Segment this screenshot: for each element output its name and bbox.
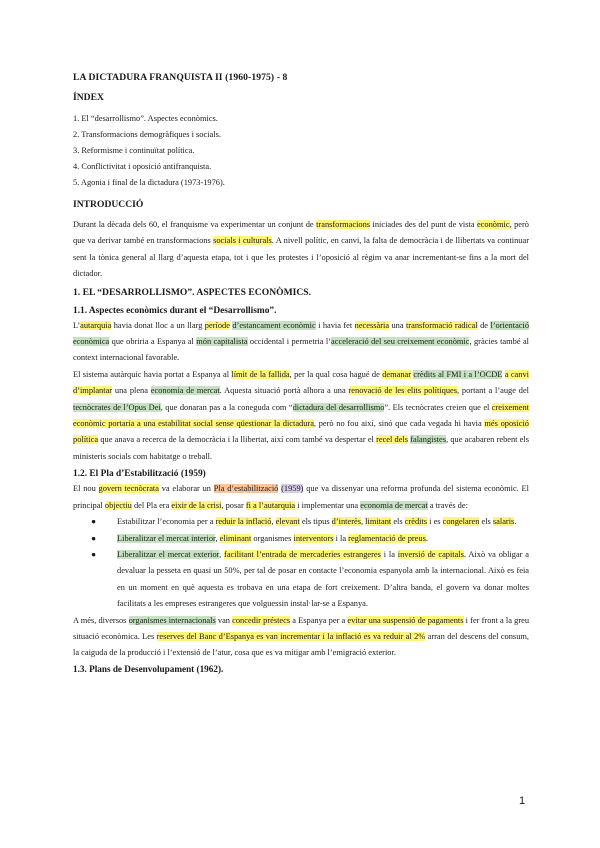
text-run: una plena	[112, 386, 151, 396]
highlighted-text: limitant	[365, 517, 392, 527]
text-run: , gràcies també al context internacional favorable.	[73, 337, 529, 363]
highlighted-text: Pla d’estabilització	[213, 484, 279, 494]
text-run: els	[391, 517, 405, 527]
highlighted-text: (1959)	[281, 484, 304, 494]
highlighted-text: Liberalitzar el mercat exterior	[117, 549, 220, 559]
highlighted-text: necessària	[354, 320, 390, 330]
highlighted-text: recel dels	[376, 435, 409, 445]
text-run: van	[215, 615, 233, 625]
highlighted-text: econòmic	[477, 220, 510, 229]
highlighted-text: interventors	[293, 533, 334, 543]
text-run: El nou	[73, 484, 99, 494]
index-item: 1. El “desarrollismo”. Aspectes econòmics.	[73, 114, 218, 123]
text-run: El sistema autàrquic havia portat a Espanya al	[73, 369, 232, 379]
text-run: de	[477, 320, 491, 330]
text-run: , posar	[221, 500, 246, 510]
text-run: .	[514, 517, 517, 527]
highlighted-text: reduir la inflació	[215, 517, 272, 527]
text-run: del Pla era	[131, 500, 172, 510]
highlighted-text: socials i culturals	[213, 236, 272, 246]
index-heading: ÍNDEX	[73, 92, 104, 103]
intro-heading: INTRODUCCIÓ	[73, 199, 144, 210]
index-item: 2. Transformacions demogràfiques i socials.	[73, 130, 221, 139]
bullet-icon: ●	[91, 549, 97, 559]
highlighted-text: autarquia	[80, 320, 112, 330]
text-run: els	[479, 517, 493, 527]
text-run: Estabilitzar l’economia per a	[117, 517, 216, 527]
section-1-2-heading: 1.2. El Pla d’Estabilització (1959)	[73, 469, 206, 480]
highlighted-text: dictadura del desarrollismo	[292, 402, 385, 412]
text-run: arran del descens del consum, la caiguda de la producció i l’extensió de l’atur, cosa que es va mitigar amb l’emigració exterior.	[73, 631, 529, 658]
highlighted-text: elevant	[275, 517, 300, 527]
text-run: .	[425, 533, 428, 543]
highlighted-text: objectiu	[104, 500, 132, 510]
bullet-text	[117, 534, 428, 543]
text-run: i la	[380, 549, 398, 559]
bullet-icon: ●	[91, 517, 97, 527]
text-run: , portant a l’auge del	[457, 386, 529, 396]
text-run: els tipus	[299, 517, 332, 527]
highlighted-text: acceleració del seu creixement econòmic	[331, 337, 470, 347]
highlighted-text: evitar una suspensió de pagaments	[347, 615, 464, 625]
highlighted-text: d’estancament econòmic	[232, 320, 316, 330]
bullet-icon: ●	[91, 533, 97, 543]
text-run: Durant la dècada dels 60, el franquisme va experimentar un conjunt de	[73, 220, 317, 229]
highlighted-text: reserves del Banc d’Espanya es van incrementar i la inflació es va reduir al 2%	[156, 631, 426, 641]
text-run: una	[389, 320, 406, 330]
bullet-item	[91, 514, 529, 530]
section-1-2-paragraph-2	[73, 613, 529, 662]
text-run: ,	[271, 517, 276, 527]
text-run: havia donat lloc a un llarg	[111, 320, 205, 330]
bullet-list	[73, 514, 529, 612]
bullet-text	[117, 517, 516, 526]
text-run: va elaborar un	[158, 484, 214, 494]
text-run: occidental i permetria l’	[247, 337, 332, 347]
highlighted-text: salaris	[492, 517, 515, 527]
page-number: 1	[519, 795, 526, 807]
text-run: i fer front a la greu situació econòmica. Les	[73, 615, 530, 641]
text-run: , per la qual cosa hagué de	[289, 369, 383, 379]
bullet-item	[91, 531, 529, 547]
text-run: que obriria a Espanya al	[109, 337, 197, 347]
highlighted-text: govern tecnòcrata	[98, 484, 159, 494]
text-run: , però que va derivar també en transformacions	[73, 220, 529, 246]
text-run: ,	[215, 533, 220, 543]
text-run: . A nivell polític, en canvi, la falta de democràcia i de llibertats va continuar sent la tònica general al llarg d’aquesta etapa, tot i que les protestes i l’oposició al règim va anar incrementant-se fins a la mort del dictador.	[73, 236, 529, 279]
index-item: 3. Reformisme i continuïtat política.	[73, 146, 195, 155]
section-1-1-paragraph-2	[73, 367, 529, 465]
highlighted-text: Liberalitzar el mercat interior	[117, 533, 216, 543]
highlighted-text: més oposició política	[73, 419, 529, 445]
text-run: L’	[73, 320, 81, 330]
text-run: . Aquesta situació portà alhora a una	[219, 386, 349, 396]
highlighted-text: renovació de les elits polítiques	[348, 386, 458, 396]
text-run: ”. Els tecnòcrates creien que el	[384, 402, 492, 412]
text-run: que va dissenyar una reforma profunda del sistema econòmic. El principal	[73, 484, 529, 510]
section-1-heading: 1. EL “DESARROLLISMO”. ASPECTES ECONÒMICS.	[73, 286, 312, 298]
index-item: 4. Conflictivitat i oposició antifranquista.	[73, 162, 212, 171]
highlighted-text: reglamentació de preus	[348, 533, 426, 543]
highlighted-text: eliminant	[219, 533, 252, 543]
highlighted-text: inversió de capitals	[397, 549, 464, 559]
highlighted-text: creixement econòmic portaria a una estabilitat social sense qüestionar la dictadura	[73, 402, 529, 429]
text-run: . Això va obligar a devaluar la pesseta en quasi un 50%, per tal de posar en contacte l’economia espanyola amb la internacional. Això es feia en un moment en què aquesta es trobava en una etapa de fort creixement. D’altra banda, el govern va donar moltes facilitats a les empreses estrangeres que volguessin instal·lar-se a Espanya.	[117, 549, 530, 609]
bullet-item	[91, 547, 530, 613]
text-run: , que donaran pas a la coneguda com “	[160, 402, 293, 412]
section-1-1-paragraph-1	[73, 318, 529, 367]
highlighted-text: concedir préstecs	[232, 615, 291, 625]
highlighted-text: economia de mercat	[360, 500, 428, 510]
text-run: que anava a recerca de la democràcia i la llibertat, així com també va despertar el	[98, 435, 377, 445]
intro-paragraph	[73, 217, 529, 283]
highlighted-text: món capitalista	[196, 337, 248, 347]
document-page	[73, 72, 529, 674]
section-1-1-heading: 1.1. Aspectes econòmics durant el “Desarrollismo”.	[73, 305, 277, 316]
highlighted-text: facilitant l’entrada de mercaderies estrangeres	[224, 549, 381, 559]
highlighted-text: economia de mercat	[150, 386, 220, 396]
text-run: i havia fet	[315, 320, 355, 330]
text-run: , que acabaren rebent els ministeris socials com habitatge o treball.	[73, 435, 529, 461]
highlighted-text: transformació radical	[405, 320, 478, 330]
section-1-3-heading: 1.3. Plans de Desenvolupament (1962).	[73, 663, 224, 674]
highlighted-text: període	[204, 320, 230, 330]
text-run: A més, diversos	[73, 615, 129, 625]
text-run: ,	[219, 549, 225, 559]
highlighted-text: crèdits al FMI i a l’OCDE	[413, 369, 503, 379]
text-run: i es	[427, 517, 443, 527]
highlighted-text: falangistes	[410, 435, 447, 445]
highlighted-text: demanar	[382, 369, 412, 379]
highlighted-text: límit de la fallida	[231, 369, 290, 379]
highlighted-text: transformacions	[316, 220, 371, 229]
highlighted-text: a canvi d’implantar	[73, 369, 529, 396]
document-title: LA DICTADURA FRANQUISTA II (1960-1975) - 8	[73, 72, 288, 83]
text-run: iniciades des del punt de vista	[370, 220, 477, 229]
text-run: ,	[360, 517, 366, 527]
text-run: , però no fou així, sinó que cada vegada hi havia	[313, 419, 485, 429]
index-item: 5. Agonia i final de la dictadura (1973-1976).	[73, 178, 225, 187]
highlighted-text: l’orientació econòmica	[73, 320, 530, 347]
highlighted-text: congelaren	[442, 517, 480, 527]
text-run: organismes	[251, 533, 294, 543]
text-run: i la	[333, 533, 349, 543]
text-run: a Espanya per a	[290, 615, 348, 625]
highlighted-text: eixir de la crisi	[171, 500, 222, 510]
highlighted-text: crèdits	[404, 517, 428, 527]
index-list	[73, 111, 529, 191]
highlighted-text: d’interès	[331, 517, 361, 527]
highlighted-text: organismes internacionals	[128, 615, 216, 625]
highlighted-text: tecnòcrates de l’Opus Dei	[73, 402, 161, 412]
bullet-text	[117, 550, 529, 608]
section-1-2-paragraph-1	[73, 481, 529, 514]
text-run: a través de:	[427, 500, 468, 510]
text-run: i implementar una	[295, 500, 361, 510]
highlighted-text: fi a l’autarquia	[245, 500, 296, 510]
